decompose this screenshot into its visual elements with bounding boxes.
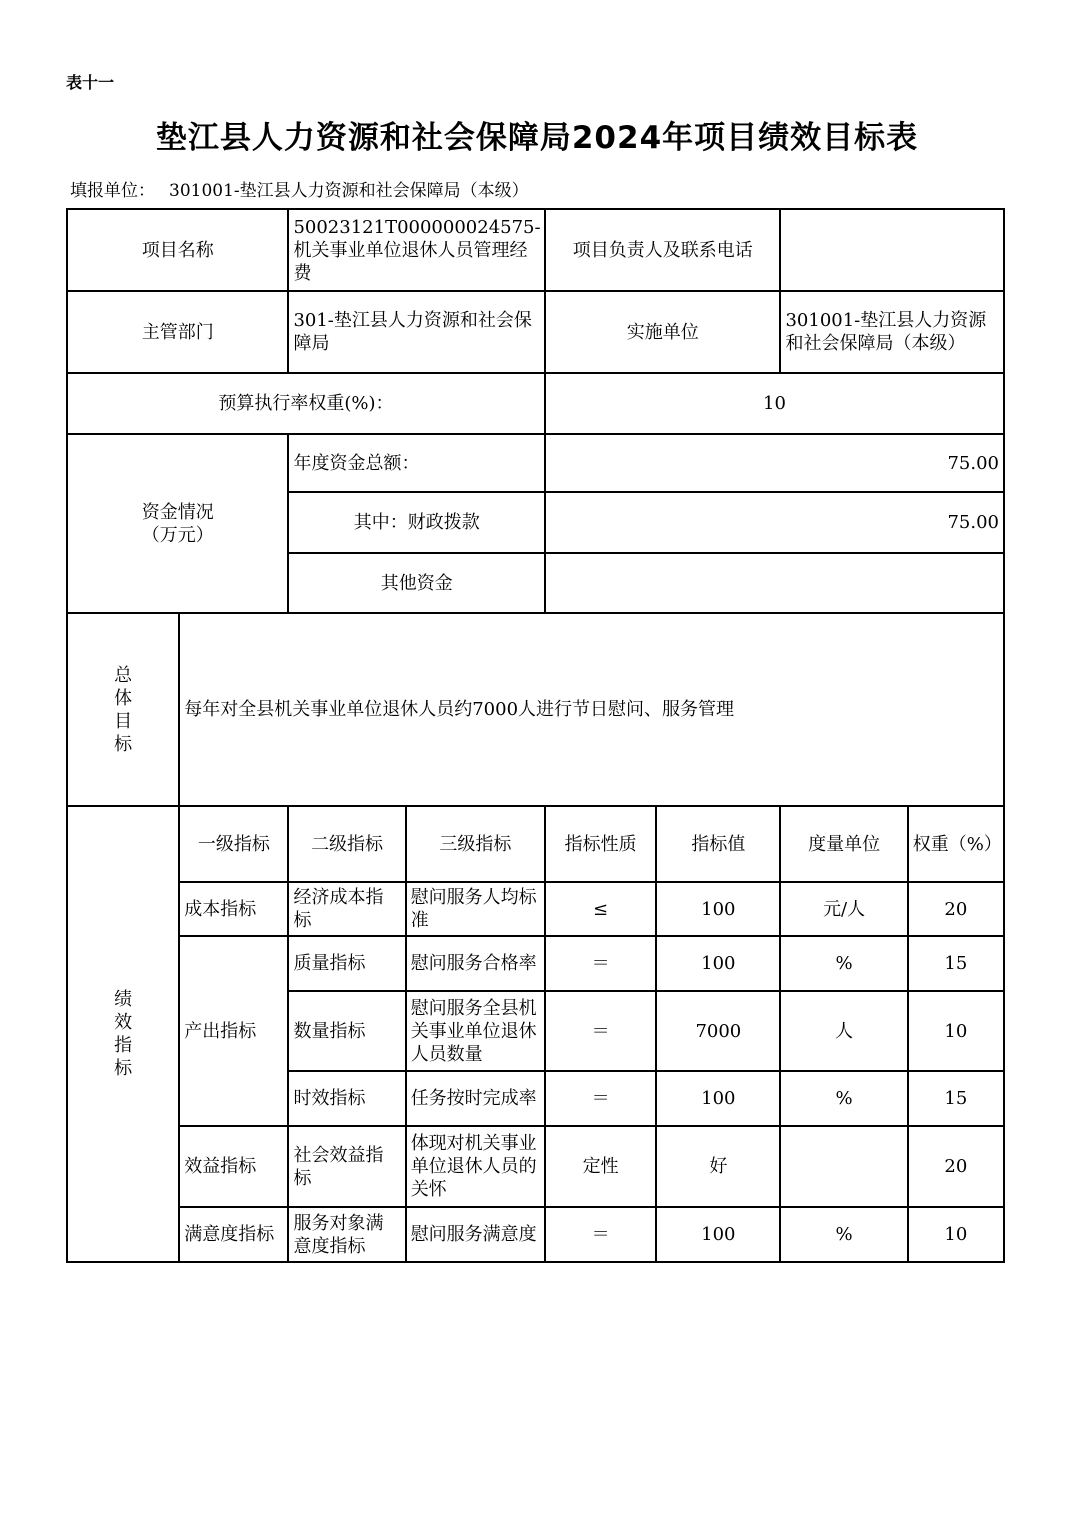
indicator-weight: 15 [908, 1071, 1004, 1126]
column-header: 度量单位 [780, 806, 907, 882]
impl-unit-value: 301001-垫江县人力资源和社会保障局（本级） [780, 291, 1004, 373]
dept-value: 301-垫江县人力资源和社会保障局 [288, 291, 545, 373]
indicator-weight: 15 [908, 936, 1004, 991]
indicators-label [67, 806, 179, 1262]
indicator-unit [780, 1126, 907, 1207]
budget-weight-value: 10 [545, 373, 1004, 434]
overall-goal-text: 每年对全县机关事业单位退休人员约7000人进行节日慰问、服务管理 [179, 613, 1004, 806]
indicator-nature: ＝ [545, 936, 656, 991]
goal-label-char: 总 [114, 664, 133, 686]
table-row [67, 882, 1004, 936]
level3-indicator: 任务按时完成率 [406, 1071, 545, 1126]
funds-other-value [545, 553, 1004, 613]
indicator-nature: ＝ [545, 1207, 656, 1262]
goal-label-char: 标 [114, 733, 133, 755]
indicator-value: 7000 [656, 991, 780, 1071]
dept-label: 主管部门 [67, 291, 288, 373]
level1-indicator: 满意度指标 [179, 1207, 288, 1262]
indicator-weight: 20 [908, 1126, 1004, 1207]
table-number: 表十一 [66, 73, 115, 92]
funds-fiscal-value: 75.00 [545, 492, 1004, 553]
funds-total-label: 年度资金总额： [288, 434, 545, 492]
indicator-weight: 20 [908, 882, 1004, 936]
level2-indicator: 质量指标 [288, 936, 405, 991]
indicator-unit: 元/人 [780, 882, 907, 936]
performance-target-table [66, 208, 1005, 1263]
funds-other-label: 其他资金 [288, 553, 545, 613]
level1-indicator: 产出指标 [179, 936, 288, 1126]
budget-weight-label: 预算执行率权重(%)： [67, 373, 545, 434]
indicator-weight: 10 [908, 1207, 1004, 1262]
indicator-nature: ≤ [545, 882, 656, 936]
column-header: 指标值 [656, 806, 780, 882]
reporting-unit-label: 填报单位： [70, 181, 155, 201]
contact-label: 项目负责人及联系电话 [545, 209, 780, 291]
indicator-value: 100 [656, 882, 780, 936]
goal-label-char: 目 [114, 710, 133, 732]
level3-indicator: 慰问服务满意度 [406, 1207, 545, 1262]
indicator-value: 好 [656, 1126, 780, 1207]
funds-label-line2: （万元） [141, 524, 214, 546]
indicator-nature: 定性 [545, 1126, 656, 1207]
indicators-label-char: 效 [114, 1012, 133, 1033]
indicator-value: 100 [656, 936, 780, 991]
indicator-nature: ＝ [545, 991, 656, 1071]
funds-total-row [67, 434, 1004, 492]
indicator-unit: % [780, 1207, 907, 1262]
indicator-header-row [67, 806, 1004, 882]
indicator-unit: % [780, 1071, 907, 1126]
project-name-value: 50023121T000000024575-机关事业单位退休人员管理经费 [288, 209, 545, 291]
level3-indicator: 慰问服务合格率 [406, 936, 545, 991]
column-header: 一级指标 [179, 806, 288, 882]
budget-weight-row [67, 373, 1004, 434]
indicator-unit: 人 [780, 991, 907, 1071]
indicators-label-char: 绩 [114, 989, 133, 1010]
indicator-weight: 10 [908, 991, 1004, 1071]
level1-indicator: 成本指标 [179, 882, 288, 936]
table-row [67, 936, 1004, 991]
goal-label-char: 体 [114, 687, 133, 709]
level2-indicator: 数量指标 [288, 991, 405, 1071]
contact-value [780, 209, 1004, 291]
level3-indicator: 慰问服务全县机关事业单位退休人员数量 [406, 991, 545, 1071]
indicator-value: 100 [656, 1071, 780, 1126]
overall-goal-label [67, 613, 179, 806]
table-row [67, 1126, 1004, 1207]
indicators-label-char: 标 [114, 1058, 133, 1079]
funds-label [67, 434, 288, 613]
column-header: 指标性质 [545, 806, 656, 882]
department-row [67, 291, 1004, 373]
funds-label-line1: 资金情况 [141, 501, 214, 523]
indicators-label-char: 指 [114, 1035, 133, 1056]
level2-indicator: 经济成本指标 [288, 882, 405, 936]
reporting-unit [70, 176, 529, 201]
level1-indicator: 效益指标 [179, 1126, 288, 1207]
page-title: 垫江县人力资源和社会保障局2024年项目绩效目标表 [155, 120, 919, 156]
funds-fiscal-label: 其中：财政拨款 [288, 492, 545, 553]
table-row [67, 1207, 1004, 1262]
impl-unit-label: 实施单位 [545, 291, 780, 373]
level2-indicator: 时效指标 [288, 1071, 405, 1126]
level2-indicator: 服务对象满意度指标 [288, 1207, 405, 1262]
project-name-row [67, 209, 1004, 291]
column-header: 二级指标 [288, 806, 405, 882]
funds-total-value: 75.00 [545, 434, 1004, 492]
project-name-label: 项目名称 [67, 209, 288, 291]
column-header: 权重（%） [908, 806, 1004, 882]
indicator-nature: ＝ [545, 1071, 656, 1126]
column-header: 三级指标 [406, 806, 545, 882]
overall-goal-row [67, 613, 1004, 806]
level3-indicator: 体现对机关事业单位退休人员的关怀 [406, 1126, 545, 1207]
indicator-unit: % [780, 936, 907, 991]
reporting-unit-value: 301001-垫江县人力资源和社会保障局（本级） [169, 181, 529, 201]
level3-indicator: 慰问服务人均标准 [406, 882, 545, 936]
indicator-value: 100 [656, 1207, 780, 1262]
level2-indicator: 社会效益指标 [288, 1126, 405, 1207]
